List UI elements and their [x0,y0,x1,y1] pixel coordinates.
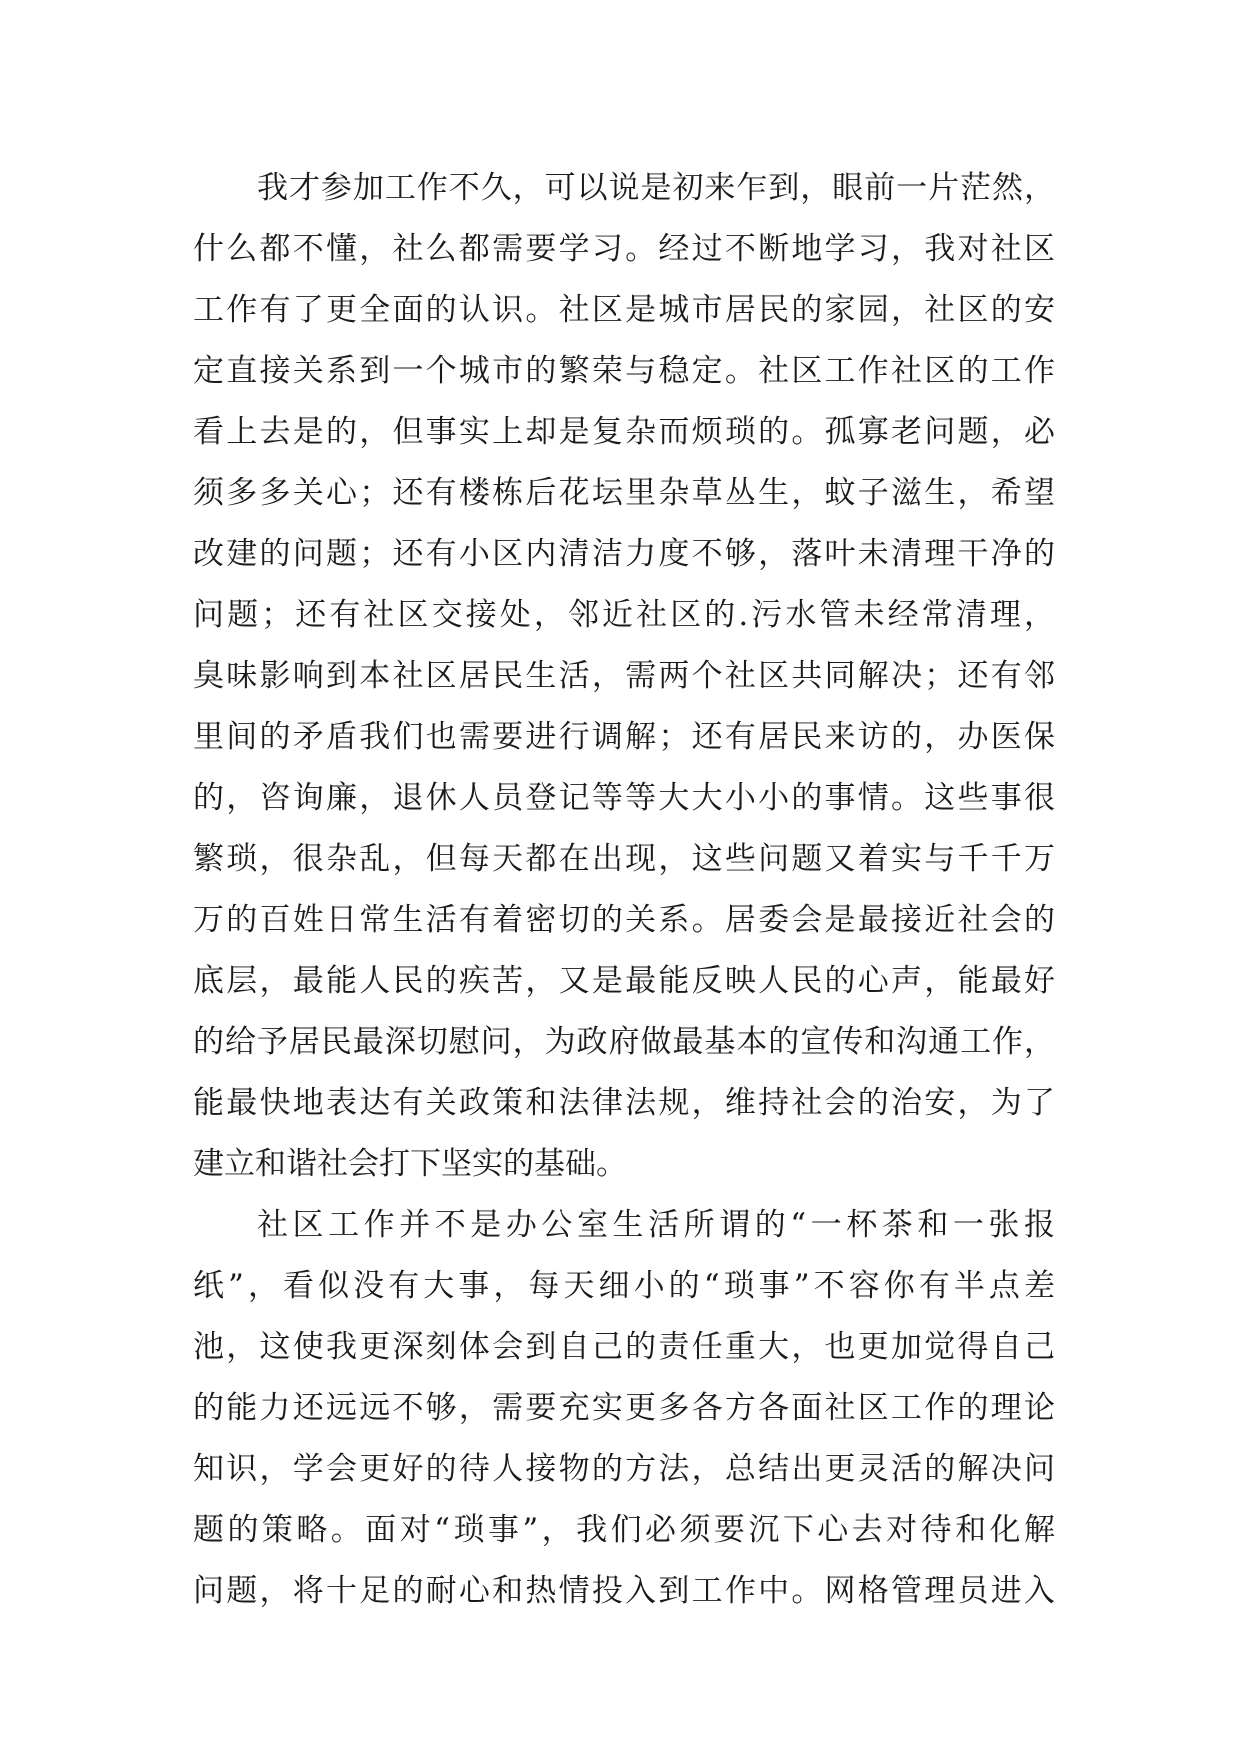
body-text [193,158,1055,1622]
text-line: 什么都不懂，社么都需要学习。经过不断地学习，我对社区 [193,231,1055,267]
text-line: 的给予居民最深切慰问，为政府做最基本的宣传和沟通工作， [193,1024,1055,1060]
text-line: 的，咨询廉，退休人员登记等等大大小小的事情。这些事很 [193,780,1055,816]
text-line: 知识，学会更好的待人接物的方法，总结出更灵活的解决问 [193,1451,1055,1487]
text-line: 工作有了更全面的认识。社区是城市居民的家园，社区的安 [193,292,1055,328]
text-line: 建立和谐社会打下坚实的基础。 [193,1146,627,1182]
text-line: 题的策略。面对“琐事”，我们必须要沉下心去对待和化解 [193,1512,1055,1548]
paragraph-1 [193,158,1055,1195]
text-line: 能最快地表达有关政策和法律法规，维持社会的治安，为了 [193,1085,1055,1121]
text-line: 繁琐，很杂乱，但每天都在出现，这些问题又着实与千千万 [193,841,1055,877]
text-line: 看上去是的，但事实上却是复杂而烦琐的。孤寡老问题，必 [193,414,1055,450]
text-line: 我才参加工作不久，可以说是初来乍到，眼前一片茫然， [257,170,1055,206]
paragraph-2 [193,1195,1055,1622]
text-line: 底层，最能人民的疾苦，又是最能反映人民的心声，能最好 [193,963,1055,999]
text-line: 里间的矛盾我们也需要进行调解；还有居民来访的，办医保 [193,719,1055,755]
text-line: 问题，将十足的耐心和热情投入到工作中。网格管理员进入 [193,1573,1055,1609]
text-line: 池，这使我更深刻体会到自己的责任重大，也更加觉得自己 [193,1329,1055,1365]
text-line: 改建的问题；还有小区内清洁力度不够，落叶未清理干净的 [193,536,1055,572]
text-line: 定直接关系到一个城市的繁荣与稳定。社区工作社区的工作 [193,353,1055,389]
text-line: 的能力还远远不够，需要充实更多各方各面社区工作的理论 [193,1390,1055,1426]
text-line: 须多多关心；还有楼栋后花坛里杂草丛生，蚊子滋生，希望 [193,475,1055,511]
text-line: 问题；还有社区交接处，邻近社区的.污水管未经常清理， [193,597,1055,633]
text-line: 社区工作并不是办公室生活所谓的“一杯茶和一张报 [257,1207,1055,1243]
text-line: 臭味影响到本社区居民生活，需两个社区共同解决；还有邻 [193,658,1055,694]
text-line: 纸”，看似没有大事，每天细小的“琐事”不容你有半点差 [193,1268,1055,1304]
text-line: 万的百姓日常生活有着密切的关系。居委会是最接近社会的 [193,902,1055,938]
